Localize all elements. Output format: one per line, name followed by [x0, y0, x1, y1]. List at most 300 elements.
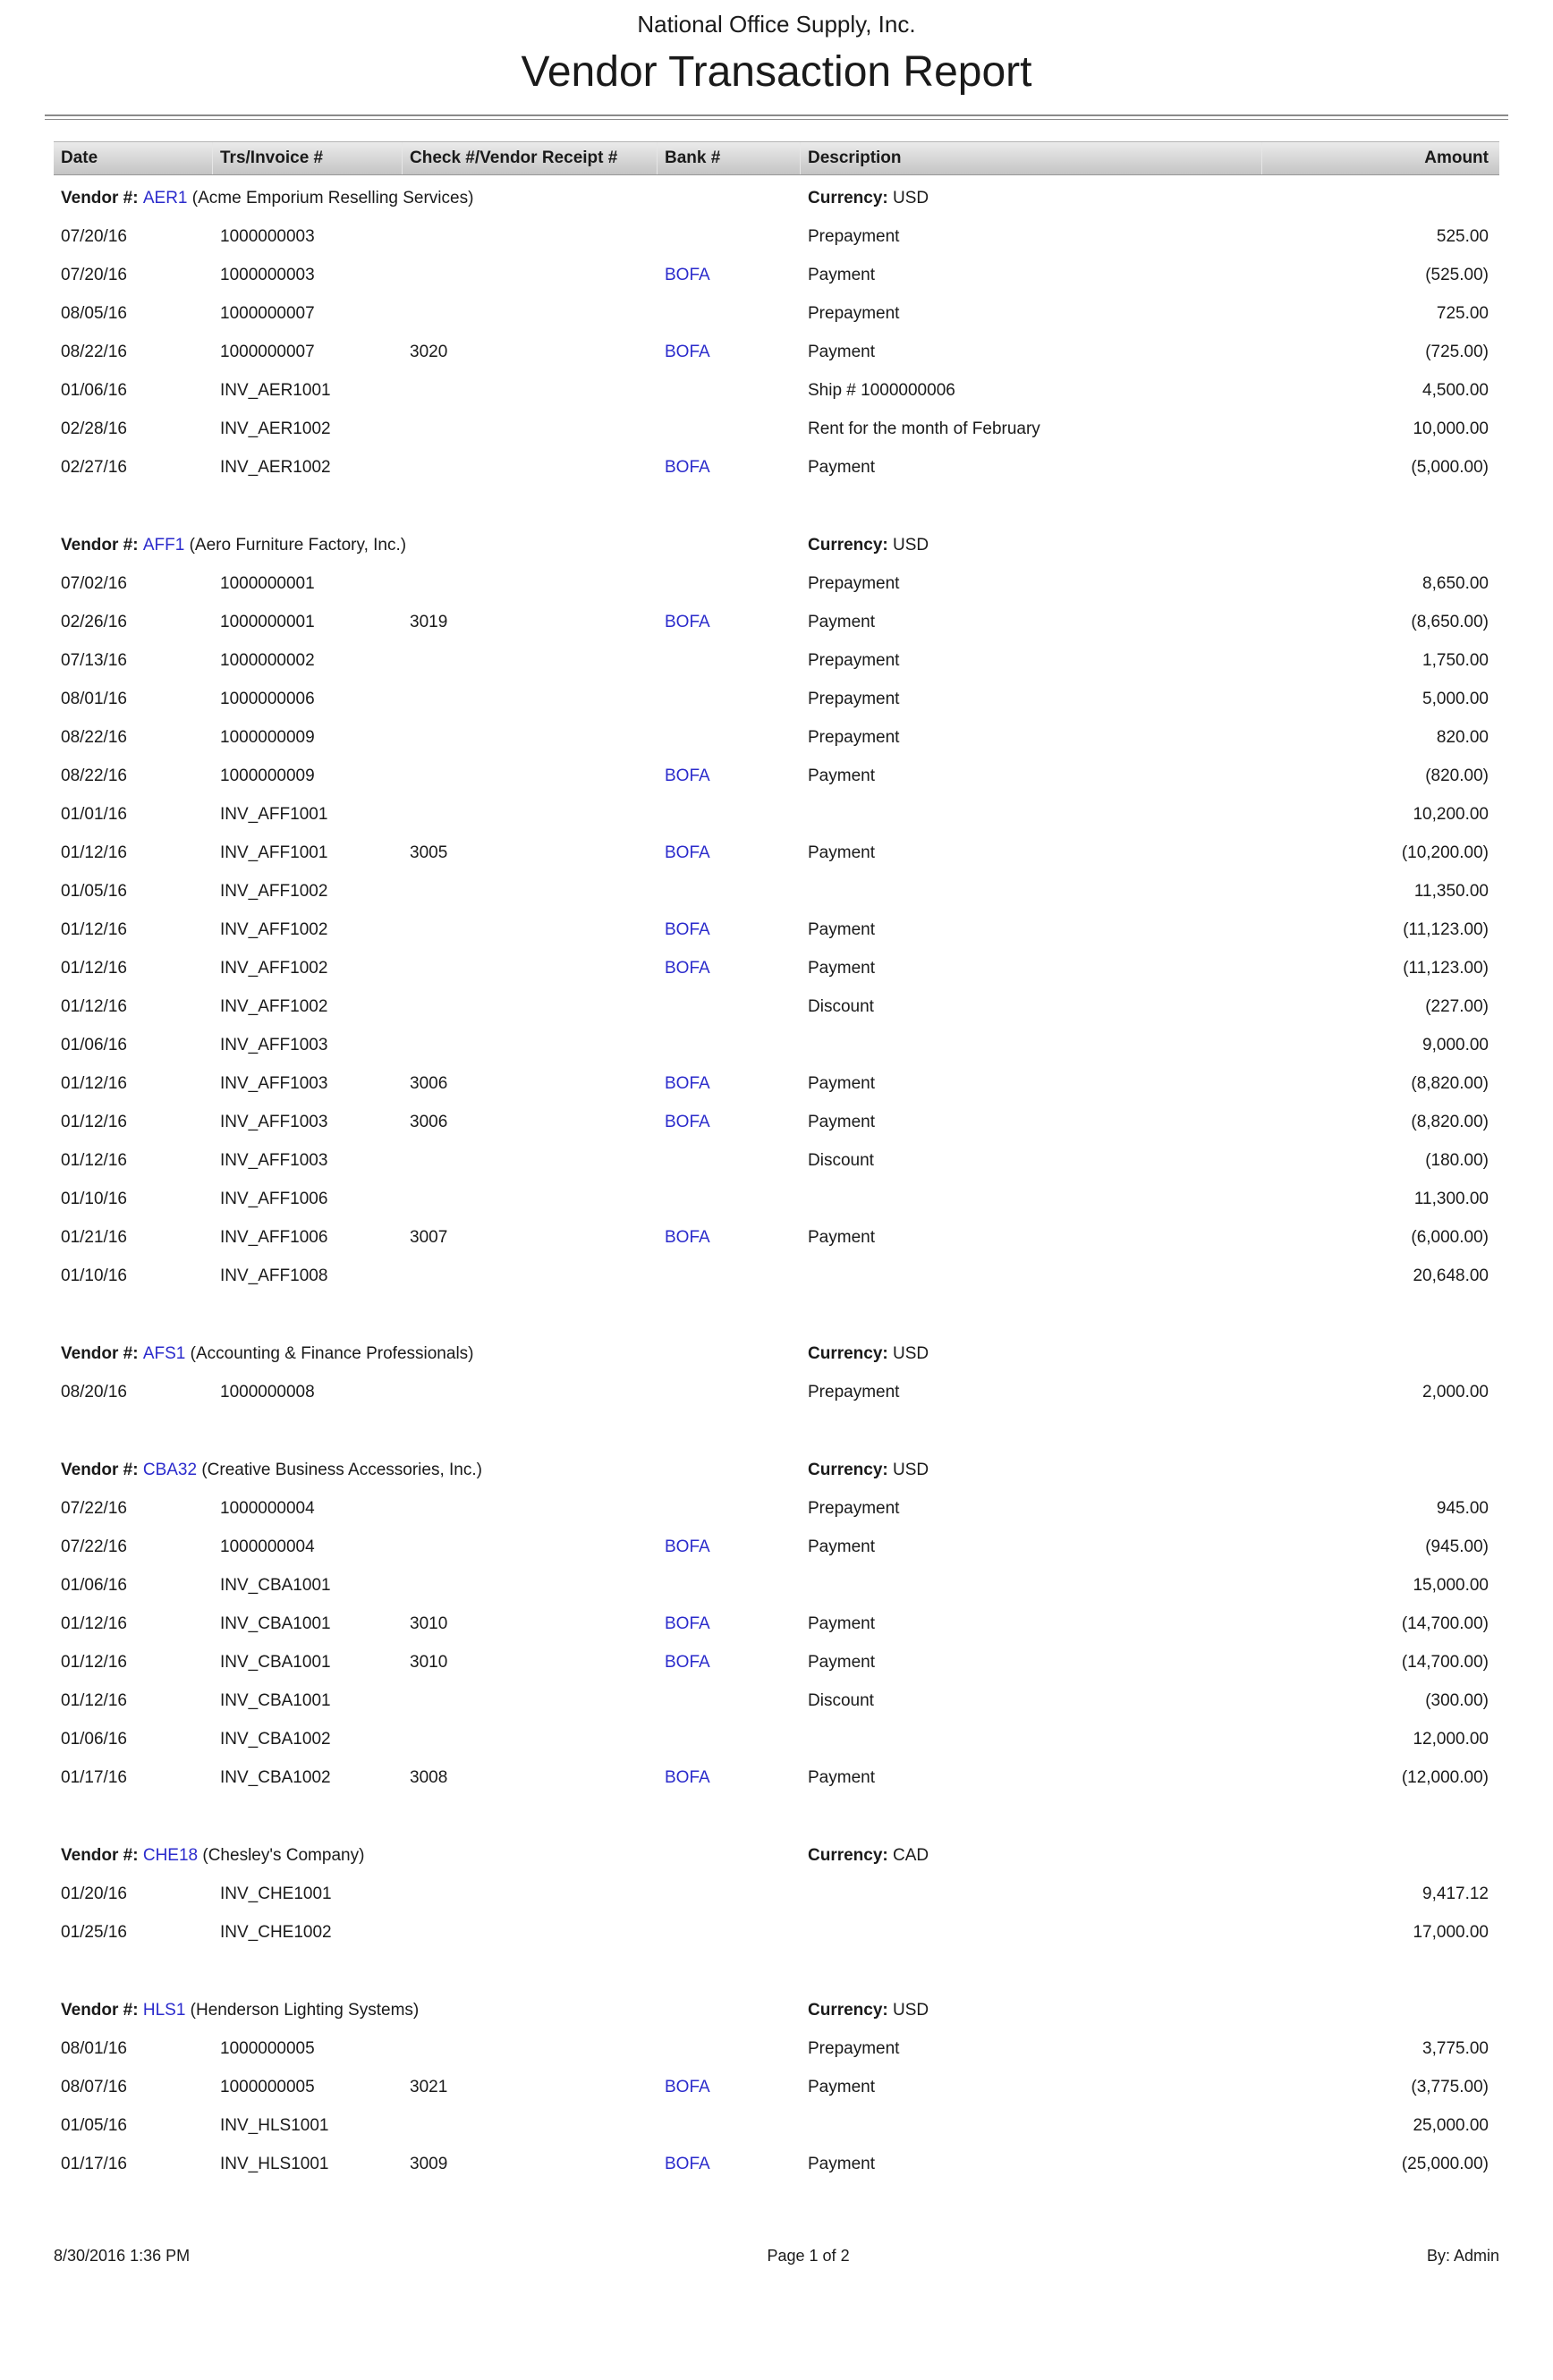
cell-amount: 3,775.00: [1422, 2038, 1489, 2058]
cell-date: 08/20/16: [61, 1382, 127, 1402]
cell-amount: (14,700.00): [1401, 1652, 1489, 1672]
vendor-header-row: [54, 1836, 1499, 1875]
cell-invoice: INV_AFF1001: [220, 843, 328, 862]
cell-invoice: INV_AFF1001: [220, 804, 328, 824]
cell-description: Discount: [808, 996, 874, 1016]
vendor-number-label: Vendor #:: [61, 535, 143, 555]
vendor-header-row: [54, 1991, 1499, 2029]
cell-date: 08/22/16: [61, 342, 127, 361]
cell-invoice: 1000000007: [220, 342, 315, 361]
vendor-info: [54, 1344, 801, 1364]
bank-link[interactable]: BOFA: [665, 1537, 710, 1556]
currency-value: CAD: [893, 1845, 929, 1865]
cell-date: 01/10/16: [61, 1189, 127, 1208]
transaction-row: [54, 564, 1499, 603]
cell-amount: (945.00): [1425, 1537, 1489, 1556]
cell-bank: [658, 959, 801, 978]
currency-value: USD: [893, 535, 929, 555]
cell-bank: [658, 1614, 801, 1634]
cell-date: 07/20/16: [61, 226, 127, 246]
cell-invoice: INV_CBA1002: [220, 1729, 331, 1749]
cell-amount: (525.00): [1425, 265, 1489, 284]
vendor-code-link[interactable]: AFS1: [142, 1343, 186, 1363]
cell-date: 08/22/16: [61, 766, 127, 785]
transaction-row: [54, 333, 1499, 371]
cell-amount: (14,700.00): [1401, 1613, 1489, 1633]
cell-description: Payment: [808, 457, 875, 477]
cell-date: 07/22/16: [61, 1498, 127, 1518]
transaction-row: [54, 410, 1499, 448]
cell-amount: (180.00): [1425, 1150, 1489, 1170]
cell-date: 01/05/16: [61, 2115, 127, 2135]
bank-link[interactable]: BOFA: [665, 457, 710, 477]
cell-amount: (725.00): [1425, 342, 1489, 361]
currency-cell: [801, 2001, 1262, 2020]
cell-bank: [658, 1074, 801, 1094]
cell-invoice: INV_HLS1001: [220, 2154, 329, 2173]
transaction-row: [54, 834, 1499, 872]
cell-amount: 12,000.00: [1413, 1729, 1489, 1749]
cell-invoice: INV_HLS1001: [220, 2115, 329, 2135]
transaction-row: [54, 217, 1499, 256]
cell-description: Payment: [808, 2154, 875, 2173]
transaction-row: [54, 1141, 1499, 1180]
cell-amount: (227.00): [1425, 996, 1489, 1016]
vendor-code-link[interactable]: HLS1: [142, 2000, 186, 2020]
cell-amount: 25,000.00: [1413, 2115, 1489, 2135]
vendor-section: [54, 1991, 1499, 2183]
cell-date: 01/05/16: [61, 881, 127, 901]
report-title: Vendor Transaction Report: [521, 48, 1032, 96]
cell-invoice: INV_AFF1006: [220, 1189, 328, 1208]
transaction-row: [54, 2068, 1499, 2106]
vendor-name: (Chesley's Company): [198, 1845, 365, 1865]
cell-date: 07/20/16: [61, 265, 127, 284]
company-name: National Office Supply, Inc.: [637, 11, 916, 38]
cell-invoice: INV_CBA1001: [220, 1613, 331, 1633]
currency-label: Currency:: [808, 1460, 894, 1479]
cell-amount: 10,200.00: [1413, 804, 1489, 824]
currency-cell: [801, 1846, 1262, 1866]
cell-date: 07/13/16: [61, 650, 127, 670]
cell-check: 3006: [410, 1073, 448, 1093]
cell-description: Prepayment: [808, 2038, 900, 2058]
currency-label: Currency:: [808, 2000, 894, 2020]
currency-label: Currency:: [808, 188, 894, 208]
cell-check: 3010: [410, 1652, 448, 1672]
cell-amount: (300.00): [1425, 1690, 1489, 1710]
currency-label: Currency:: [808, 1343, 894, 1363]
cell-invoice: 1000000001: [220, 573, 315, 593]
cell-invoice: 1000000009: [220, 766, 315, 785]
currency-label: Currency:: [808, 535, 894, 555]
vendor-header-row: [54, 1451, 1499, 1489]
cell-description: Payment: [808, 843, 875, 862]
cell-date: 01/12/16: [61, 958, 127, 978]
cell-amount: 9,000.00: [1422, 1035, 1489, 1054]
vendor-info: [54, 189, 801, 208]
cell-check: 3005: [410, 843, 448, 862]
currency-value: USD: [893, 2000, 929, 2020]
vendor-section: [54, 1836, 1499, 1952]
cell-amount: 2,000.00: [1422, 1382, 1489, 1402]
cell-amount: 945.00: [1436, 1498, 1489, 1518]
transaction-row: [54, 1875, 1499, 1913]
cell-date: 02/26/16: [61, 612, 127, 631]
vendor-section: [54, 526, 1499, 1295]
vendor-name: (Aero Furniture Factory, Inc.): [184, 535, 407, 555]
footer-datetime: 8/30/2016 1:36 PM: [54, 2247, 191, 2265]
transaction-row: [54, 680, 1499, 718]
cell-date: 01/01/16: [61, 804, 127, 824]
cell-invoice: INV_CBA1001: [220, 1652, 331, 1672]
cell-description: Payment: [808, 612, 875, 631]
transaction-table: [54, 141, 1499, 2183]
col-header-bank: Bank #: [658, 142, 801, 174]
transaction-row: [54, 2029, 1499, 2068]
cell-date: 01/21/16: [61, 1227, 127, 1247]
cell-date: 07/22/16: [61, 1537, 127, 1556]
cell-description: Payment: [808, 1613, 875, 1633]
vendor-section: [54, 1451, 1499, 1797]
cell-description: Ship # 1000000006: [808, 380, 955, 400]
cell-description: Prepayment: [808, 689, 900, 708]
vendor-name: (Creative Business Accessories, Inc.): [197, 1460, 482, 1479]
cell-description: Payment: [808, 265, 875, 284]
cell-date: 01/20/16: [61, 1884, 127, 1903]
cell-bank: [658, 1768, 801, 1788]
vendor-section: [54, 179, 1499, 487]
cell-description: Payment: [808, 342, 875, 361]
transaction-row: [54, 718, 1499, 757]
cell-amount: 725.00: [1436, 303, 1489, 323]
cell-invoice: 1000000007: [220, 303, 315, 323]
col-header-description: Description: [801, 142, 1262, 174]
cell-date: 01/06/16: [61, 1729, 127, 1749]
cell-check: 3009: [410, 2154, 448, 2173]
cell-amount: (5,000.00): [1411, 457, 1489, 477]
cell-invoice: INV_AER1002: [220, 457, 331, 477]
vendor-code-link[interactable]: CHE18: [142, 1845, 199, 1865]
cell-date: 02/28/16: [61, 419, 127, 438]
transaction-row: [54, 949, 1499, 987]
cell-date: 01/12/16: [61, 919, 127, 939]
cell-invoice: INV_AFF1002: [220, 996, 328, 1016]
cell-invoice: INV_AFF1006: [220, 1227, 328, 1247]
cell-description: Prepayment: [808, 1382, 900, 1402]
transaction-row: [54, 1913, 1499, 1952]
cell-description: Payment: [808, 2077, 875, 2096]
vendor-number-label: Vendor #:: [61, 1460, 143, 1479]
bank-link[interactable]: BOFA: [665, 1073, 710, 1093]
cell-description: Discount: [808, 1150, 874, 1170]
cell-amount: (10,200.00): [1401, 843, 1489, 862]
transaction-row: [54, 1064, 1499, 1103]
cell-bank: [658, 767, 801, 786]
cell-bank: [658, 843, 801, 863]
vendor-code-link[interactable]: AFF1: [142, 535, 185, 555]
vendor-info: [54, 1461, 801, 1480]
transaction-row: [54, 1373, 1499, 1411]
cell-date: 01/25/16: [61, 1922, 127, 1942]
cell-invoice: 1000000002: [220, 650, 315, 670]
col-header-check: Check #/Vendor Receipt #: [403, 142, 658, 174]
transaction-row: [54, 2106, 1499, 2145]
currency-cell: [801, 1461, 1262, 1480]
cell-date: 08/05/16: [61, 303, 127, 323]
cell-invoice: INV_CHE1001: [220, 1884, 332, 1903]
cell-amount: (8,650.00): [1411, 612, 1489, 631]
cell-amount: 1,750.00: [1422, 650, 1489, 670]
cell-invoice: INV_AFF1008: [220, 1266, 328, 1285]
vendor-number-label: Vendor #:: [61, 2000, 143, 2020]
vendor-info: [54, 1846, 801, 1866]
cell-amount: 17,000.00: [1413, 1922, 1489, 1942]
col-header-date: Date: [54, 142, 213, 174]
cell-description: Payment: [808, 1767, 875, 1787]
vendor-name: (Accounting & Finance Professionals): [185, 1343, 474, 1363]
cell-amount: (12,000.00): [1401, 1767, 1489, 1787]
bank-link[interactable]: BOFA: [665, 342, 710, 361]
cell-description: Discount: [808, 1690, 874, 1710]
cell-bank: [658, 266, 801, 285]
transaction-row: [54, 641, 1499, 680]
currency-cell: [801, 1344, 1262, 1364]
cell-invoice: INV_AFF1003: [220, 1150, 328, 1170]
cell-date: 08/01/16: [61, 2038, 127, 2058]
transaction-row: [54, 1528, 1499, 1566]
cell-amount: (8,820.00): [1411, 1112, 1489, 1131]
cell-invoice: 1000000001: [220, 612, 315, 631]
bank-link[interactable]: BOFA: [665, 612, 710, 631]
cell-amount: (3,775.00): [1411, 2077, 1489, 2096]
cell-amount: 8,650.00: [1422, 573, 1489, 593]
cell-bank: [658, 2155, 801, 2174]
cell-date: 01/06/16: [61, 1575, 127, 1595]
bank-link[interactable]: BOFA: [665, 843, 710, 862]
cell-invoice: INV_CBA1002: [220, 1767, 331, 1787]
currency-value: USD: [893, 1343, 929, 1363]
cell-description: Payment: [808, 1537, 875, 1556]
cell-check: 3010: [410, 1613, 448, 1633]
bank-link[interactable]: BOFA: [665, 265, 710, 284]
bank-link[interactable]: BOFA: [665, 1613, 710, 1633]
cell-date: 07/02/16: [61, 573, 127, 593]
transaction-row: [54, 371, 1499, 410]
cell-invoice: INV_AFF1002: [220, 958, 328, 978]
transaction-row: [54, 795, 1499, 834]
cell-amount: (25,000.00): [1401, 2154, 1489, 2173]
vendor-code-link[interactable]: AER1: [142, 188, 188, 208]
cell-description: Payment: [808, 919, 875, 939]
cell-invoice: 1000000006: [220, 689, 315, 708]
cell-amount: 11,300.00: [1413, 1189, 1489, 1208]
vendor-name: (Henderson Lighting Systems): [185, 2000, 420, 2020]
vendor-code-link[interactable]: CBA32: [142, 1460, 198, 1479]
bank-link[interactable]: BOFA: [665, 958, 710, 978]
vendor-number-label: Vendor #:: [61, 188, 143, 208]
transaction-row: [54, 872, 1499, 910]
cell-amount: 15,000.00: [1413, 1575, 1489, 1595]
cell-amount: 820.00: [1436, 727, 1489, 747]
footer-by: By: Admin: [1426, 2247, 1499, 2265]
transaction-row: [54, 1026, 1499, 1064]
cell-invoice: 1000000003: [220, 265, 315, 284]
transaction-row: [54, 1758, 1499, 1797]
transaction-row: [54, 987, 1499, 1026]
cell-invoice: INV_AER1001: [220, 380, 331, 400]
cell-check: 3020: [410, 342, 448, 361]
cell-date: 08/01/16: [61, 689, 127, 708]
cell-check: 3007: [410, 1227, 448, 1247]
currency-value: USD: [893, 1460, 929, 1479]
transaction-row: [54, 1681, 1499, 1720]
bank-link[interactable]: BOFA: [665, 1652, 710, 1672]
cell-description: Prepayment: [808, 303, 900, 323]
cell-check: 3006: [410, 1112, 448, 1131]
cell-bank: [658, 343, 801, 362]
bank-link[interactable]: BOFA: [665, 1227, 710, 1247]
cell-amount: 525.00: [1436, 226, 1489, 246]
footer-page-number: Page 1 of 2: [767, 2247, 850, 2265]
cell-description: Prepayment: [808, 573, 900, 593]
cell-description: Prepayment: [808, 727, 900, 747]
cell-date: 08/07/16: [61, 2077, 127, 2096]
cell-date: 01/12/16: [61, 1652, 127, 1672]
cell-description: Payment: [808, 958, 875, 978]
vendor-header-row: [54, 1334, 1499, 1373]
cell-invoice: INV_AFF1002: [220, 881, 328, 901]
vendor-header-row: [54, 179, 1499, 217]
cell-date: 01/12/16: [61, 843, 127, 862]
bank-link[interactable]: BOFA: [665, 2077, 710, 2096]
transaction-row: [54, 1218, 1499, 1257]
transaction-row: [54, 256, 1499, 294]
cell-description: Payment: [808, 1652, 875, 1672]
cell-bank: [658, 1653, 801, 1673]
cell-invoice: INV_CBA1001: [220, 1575, 331, 1595]
transaction-row: [54, 757, 1499, 795]
table-header: [54, 141, 1499, 175]
table-body: [54, 179, 1499, 2183]
cell-amount: (820.00): [1425, 766, 1489, 785]
cell-invoice: INV_CBA1001: [220, 1690, 331, 1710]
cell-bank: [658, 1228, 801, 1248]
cell-amount: 20,648.00: [1413, 1266, 1489, 1285]
cell-date: 08/22/16: [61, 727, 127, 747]
transaction-row: [54, 603, 1499, 641]
cell-amount: (6,000.00): [1411, 1227, 1489, 1247]
transaction-row: [54, 1566, 1499, 1605]
currency-label: Currency:: [808, 1845, 894, 1865]
cell-description: Prepayment: [808, 650, 900, 670]
vendor-number-label: Vendor #:: [61, 1343, 143, 1363]
cell-description: Prepayment: [808, 226, 900, 246]
cell-description: Rent for the month of February: [808, 419, 1040, 438]
bank-link[interactable]: BOFA: [665, 1767, 710, 1787]
cell-date: 01/06/16: [61, 1035, 127, 1054]
cell-invoice: 1000000005: [220, 2077, 315, 2096]
cell-check: 3021: [410, 2077, 448, 2096]
cell-invoice: 1000000009: [220, 727, 315, 747]
cell-amount: 9,417.12: [1422, 1884, 1489, 1903]
bank-link[interactable]: BOFA: [665, 2154, 710, 2173]
cell-invoice: 1000000008: [220, 1382, 315, 1402]
vendor-name: (Acme Emporium Reselling Services): [187, 188, 474, 208]
cell-invoice: 1000000004: [220, 1537, 315, 1556]
cell-invoice: INV_CHE1002: [220, 1922, 332, 1942]
cell-amount: 10,000.00: [1413, 419, 1489, 438]
cell-invoice: 1000000004: [220, 1498, 315, 1518]
bank-link[interactable]: BOFA: [665, 1112, 710, 1131]
transaction-row: [54, 2145, 1499, 2183]
cell-description: Payment: [808, 1073, 875, 1093]
vendor-header-row: [54, 526, 1499, 564]
currency-cell: [801, 189, 1262, 208]
cell-date: 01/17/16: [61, 1767, 127, 1787]
cell-bank: [658, 1113, 801, 1132]
cell-date: 01/12/16: [61, 1613, 127, 1633]
cell-description: Prepayment: [808, 1498, 900, 1518]
cell-bank: [658, 920, 801, 940]
vendor-info: [54, 2001, 801, 2020]
vendor-number-label: Vendor #:: [61, 1845, 143, 1865]
transaction-row: [54, 1103, 1499, 1141]
cell-description: Payment: [808, 766, 875, 785]
cell-amount: 11,350.00: [1413, 881, 1489, 901]
cell-date: 01/12/16: [61, 1112, 127, 1131]
bank-link[interactable]: BOFA: [665, 919, 710, 939]
cell-bank: [658, 613, 801, 632]
cell-date: 01/17/16: [61, 2154, 127, 2173]
cell-bank: [658, 2078, 801, 2097]
cell-description: Payment: [808, 1227, 875, 1247]
page-footer: [54, 2247, 1499, 2266]
cell-bank: [658, 458, 801, 478]
bank-link[interactable]: BOFA: [665, 766, 710, 785]
transaction-row: [54, 1257, 1499, 1295]
cell-invoice: INV_AFF1002: [220, 919, 328, 939]
cell-invoice: 1000000005: [220, 2038, 315, 2058]
cell-amount: 4,500.00: [1422, 380, 1489, 400]
transaction-row: [54, 1605, 1499, 1643]
cell-date: 01/12/16: [61, 996, 127, 1016]
transaction-row: [54, 1180, 1499, 1218]
transaction-row: [54, 448, 1499, 487]
cell-invoice: INV_AFF1003: [220, 1035, 328, 1054]
cell-invoice: INV_AER1002: [220, 419, 331, 438]
currency-cell: [801, 536, 1262, 555]
cell-description: Payment: [808, 1112, 875, 1131]
cell-invoice: 1000000003: [220, 226, 315, 246]
title-divider: [45, 114, 1508, 120]
cell-amount: 5,000.00: [1422, 689, 1489, 708]
cell-bank: [658, 1537, 801, 1557]
cell-amount: (11,123.00): [1403, 919, 1489, 939]
col-header-invoice: Trs/Invoice #: [213, 142, 403, 174]
transaction-row: [54, 1489, 1499, 1528]
cell-invoice: INV_AFF1003: [220, 1073, 328, 1093]
transaction-row: [54, 294, 1499, 333]
cell-amount: (11,123.00): [1403, 958, 1489, 978]
currency-value: USD: [893, 188, 929, 208]
cell-date: 02/27/16: [61, 457, 127, 477]
cell-date: 01/12/16: [61, 1150, 127, 1170]
transaction-row: [54, 1720, 1499, 1758]
vendor-section: [54, 1334, 1499, 1411]
cell-amount: (8,820.00): [1411, 1073, 1489, 1093]
cell-date: 01/10/16: [61, 1266, 127, 1285]
